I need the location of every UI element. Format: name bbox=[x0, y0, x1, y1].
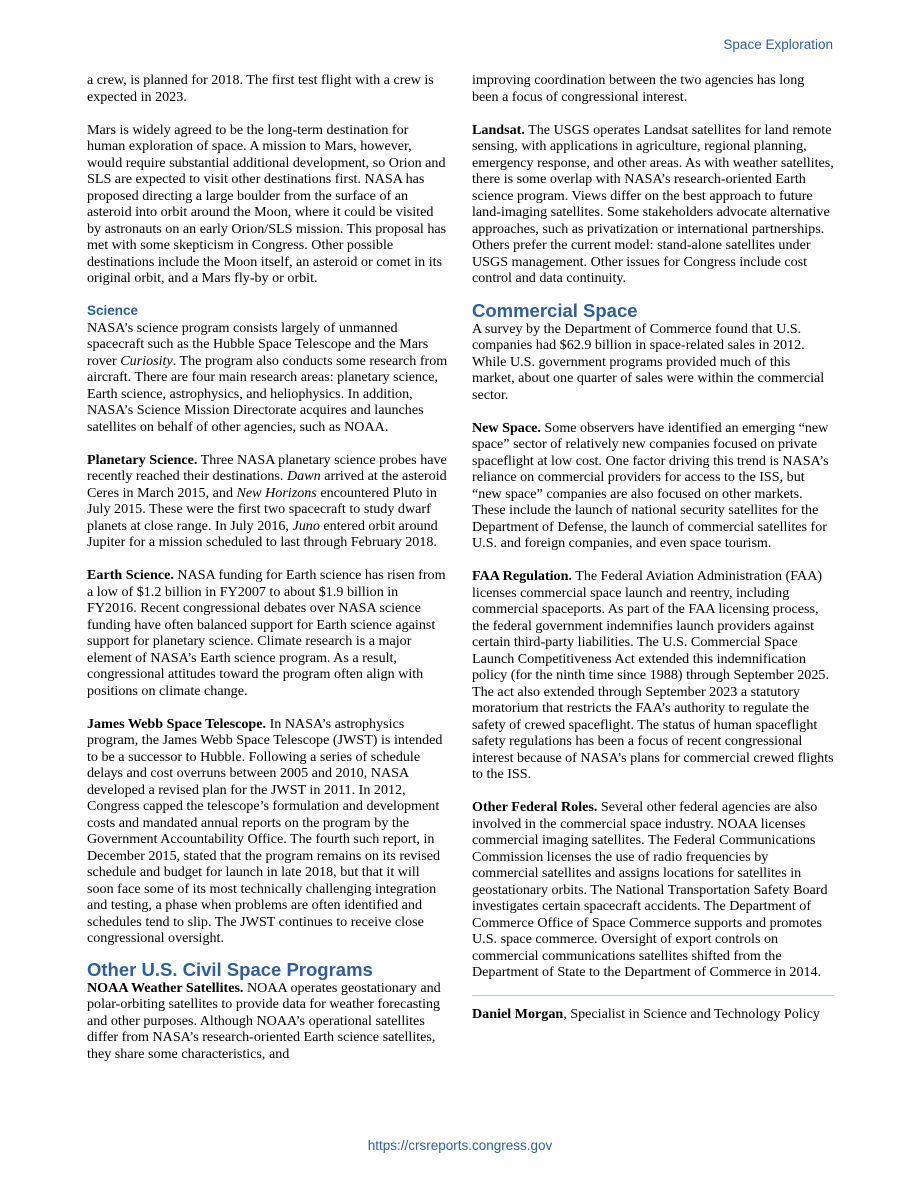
author-line: Daniel Morgan, Specialist in Science and Technology Policy bbox=[472, 1005, 820, 1022]
paragraph: NOAA Weather Satellites. NOAA operates geostationary and polar-orbiting satellites to provide data for weather forecasting and other purposes. Although NOAA’s operational satellites differ from NASA’s research-oriented Earth science satellites, they share some characteristics, and bbox=[87, 979, 441, 1062]
section-heading-other-programs: Other U.S. Civil Space Programs bbox=[87, 958, 373, 980]
paragraph: New Space. Some observers have identified an emerging “new space” sector of relatively new companies focused on private spaceflight at low cost. One factor driving this trend is NASA’s reliance on commercial providers for access to the ISS, but “new space” companies are also focused on other markets. These include the launch of national security satellites for the Department of Defense, the launch of commercial satellites for U.S. and foreign companies, and even space tourism. bbox=[472, 419, 829, 551]
running-header: Space Exploration bbox=[723, 37, 833, 52]
paragraph: Planetary Science. Three NASA planetary science probes have recently reached their destinations. Dawn arrived at the asteroid Ceres in March 2015, and New Horizons encountered Pluto in July 2015. These were the first two spacecraft to study dwarf planets at close range. In July 2016, Juno entered orbit around Jupiter for a mission scheduled to last through February 2018. bbox=[87, 451, 447, 550]
paragraph: NASA’s science program consists largely of unmanned spacecraft such as the Hubble Space Telescope and the Mars rover Curiosity. The program also conducts some research from aircraft. There are four main research areas: planetary science, Earth science, astrophysics, and heliophysics. In addition, NASA’s Science Mission Directorate acquires and launches satellites on behalf of other agencies, such as NOAA. bbox=[87, 319, 448, 435]
paragraph: Mars is widely agreed to be the long-term destination for human exploration of space. A mission to Mars, however, would require substantial additional development, so Orion and SLS are expected to visit other destinations first. NASA has proposed directing a large boulder from the surface of an asteroid into orbit around the Moon, where it could be visited by astronauts on an early Orion/SLS mission. This proposal has met with some skepticism in Congress. Other possible destinations include the Moon itself, an asteroid or comet in its original orbit, and a Mars fly-by or orbit. bbox=[87, 121, 447, 286]
footer-url-link[interactable]: https://crsreports.congress.gov bbox=[367, 1138, 553, 1153]
section-heading-science: Science bbox=[87, 303, 139, 318]
paragraph: Other Federal Roles. Several other federal agencies are also involved in the commercial space industry. NOAA licenses commercial imaging satellites. The Federal Communications Commission licenses the use of radio frequencies by commercial satellites and assigns locations for satellites in geostationary orbits. The National Transportation Safety Board investigates certain spacecraft accidents. The Department of Commerce Office of Space Commerce supports and promotes U.S. space commerce. Oversight of export controls on commercial communications satellites shifted from the Department of State to the Department of Commerce in 2014. bbox=[472, 799, 828, 980]
right-column bbox=[472, 72, 834, 1022]
paragraph: a crew, is planned for 2018. The first test flight with a crew is expected in 2023. bbox=[87, 72, 434, 105]
paragraph: Earth Science. NASA funding for Earth science has risen from a low of $1.2 billion in FY2007 to about $1.9 billion in FY2016. Recent congressional debates over NASA science funding have often balanced support for Earth science against support for planetary science. Climate research is a major element of NASA’s Earth science program. As a result, congressional attitudes toward the program often align with positions on climate change. bbox=[87, 567, 446, 699]
section-heading-commercial-space: Commercial Space bbox=[472, 299, 638, 321]
left-column bbox=[87, 72, 448, 1062]
divider bbox=[472, 995, 834, 996]
paragraph: A survey by the Department of Commerce found that U.S. companies had $62.9 billion in space-related sales in 2012. While U.S. government programs provided much of this market, about one quarter of sales were within the commercial sector. bbox=[472, 320, 825, 403]
paragraph: Landsat. The USGS operates Landsat satellites for land remote sensing, with applications in agriculture, regional planning, emergency response, and other areas. As with weather satellites, there is some overlap with NASA’s research-oriented Earth science program. Views differ on the best approach to future land-imaging satellites. Some stakeholders advocate alternative approaches, such as privatization or international partnerships. Others prefer the current model: stand-alone satellites under USGS management. Other issues for Congress include cost control and data continuity. bbox=[472, 121, 834, 286]
paragraph: James Webb Space Telescope. In NASA’s astrophysics program, the James Webb Space Telescope (JWST) is intended to be a successor to Hubble. Following a series of schedule delays and cost overruns between 2005 and 2010, NASA developed a revised plan for the JWST in 2011. In 2012, Congress capped the telescope’s formulation and development costs and mandated annual reports on the program by the Government Accountability Office. The fourth such report, in December 2015, stated that the program remains on its revised schedule and budget for launch in late 2018, but that it will soon face some of its most technically challenging integration and testing, a phase when problems are often identified and schedules tend to slip. The JWST continues to receive close congressional oversight. bbox=[87, 715, 443, 946]
paragraph: FAA Regulation. The Federal Aviation Administration (FAA) licenses commercial space launch and reentry, including commercial spaceports. As part of the FAA licensing process, the federal government indemnifies launch providers against certain third-party liabilities. The U.S. Commercial Space Launch Competitiveness Act extended this indemnification policy (for the ninth time since 1988) through September 2025. The act also extended through September 2023 a statutory moratorium that restricts the FAA’s authority to regulate the safety of crewed spaceflight. The status of human spaceflight safety regulations has been a focus of recent congressional interest because of NASA’s plans for commercial crewed flights to the ISS. bbox=[472, 568, 834, 782]
paragraph: improving coordination between the two agencies has long been a focus of congressional interest. bbox=[472, 72, 805, 105]
